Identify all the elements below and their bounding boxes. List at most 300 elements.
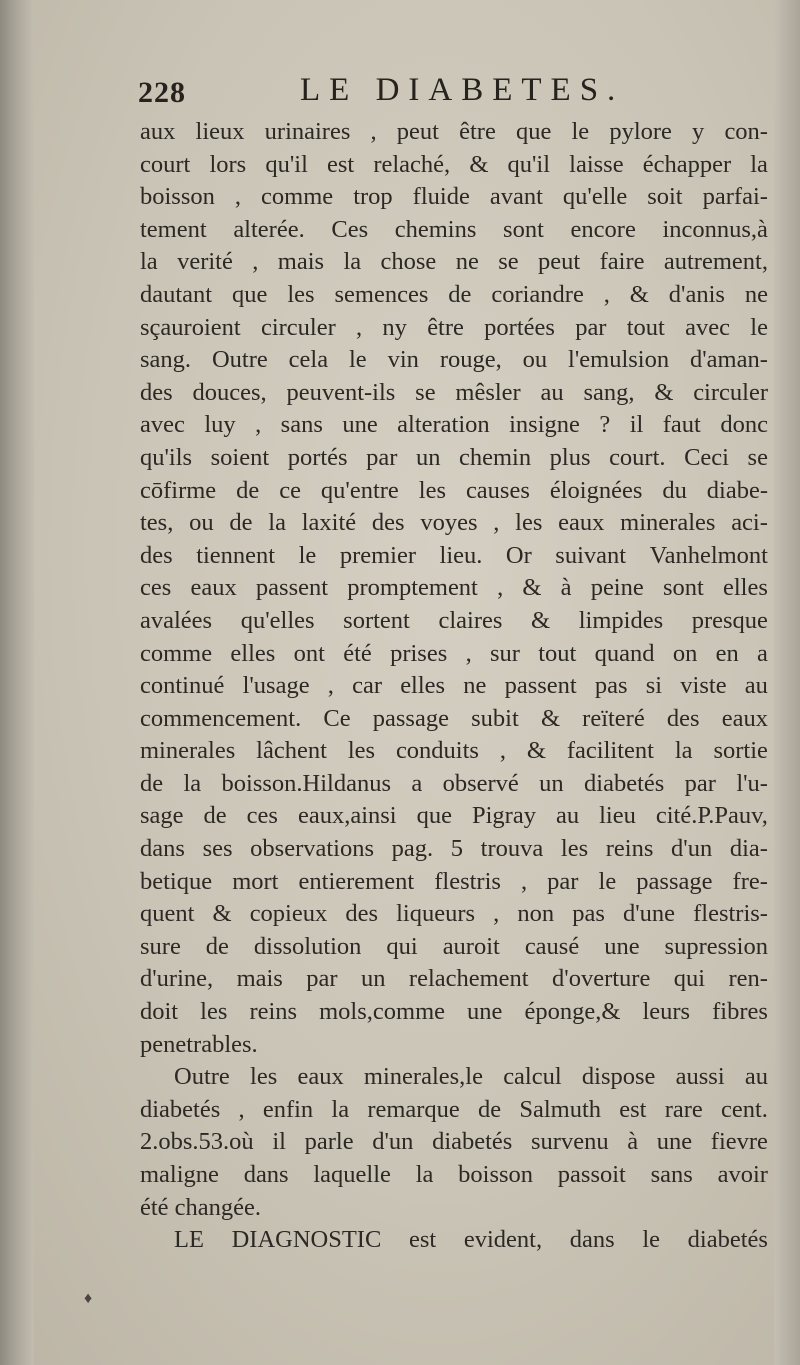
word: & — [212, 900, 232, 928]
word: Ces — [331, 215, 369, 243]
text-line: été changée. — [140, 1193, 262, 1221]
word: Pigray — [472, 802, 536, 830]
word: encore — [570, 215, 636, 243]
word: sortie — [713, 737, 768, 765]
word: aci- — [731, 509, 768, 537]
word: presque — [691, 606, 768, 634]
word: d'aman- — [690, 346, 768, 374]
word: qu'entre — [320, 476, 399, 504]
word: des — [345, 900, 379, 928]
word: avec — [685, 313, 731, 341]
word: minerales — [620, 509, 716, 537]
word: ont — [293, 639, 325, 667]
text-line — [140, 898, 768, 931]
word: causes — [465, 476, 530, 504]
word: conduits — [395, 737, 479, 765]
word: enfin — [262, 1095, 314, 1123]
word: la — [140, 248, 158, 276]
word: eaux,ainsi — [297, 802, 397, 830]
word: fluide — [412, 183, 470, 211]
word: passent — [255, 574, 329, 602]
word: avalées — [140, 606, 213, 634]
word: on — [672, 639, 698, 667]
word: que — [515, 118, 552, 145]
word: mols,comme — [319, 998, 445, 1026]
word: , — [493, 509, 500, 537]
word: d'overture — [552, 965, 651, 993]
word: une — [467, 998, 503, 1026]
word: dia- — [729, 835, 768, 863]
text-line — [140, 409, 768, 442]
word: cent. — [721, 1095, 768, 1123]
word: suivant — [555, 541, 627, 569]
word: au — [555, 802, 580, 830]
text-line — [140, 931, 768, 964]
word: d'un — [671, 835, 713, 863]
word: , — [252, 248, 259, 276]
word: être — [459, 118, 496, 145]
word: boisson.Hildanus — [221, 769, 391, 797]
word: éponge,& — [524, 998, 621, 1026]
word: faire — [599, 248, 645, 276]
word: les — [515, 509, 543, 537]
word: viste — [680, 672, 727, 700]
word: l'emulsion — [568, 346, 670, 374]
word: eaux — [190, 574, 237, 602]
word: passoit — [557, 1161, 626, 1188]
word: plus — [549, 443, 591, 471]
word: un — [539, 769, 564, 797]
word: ou — [189, 509, 214, 537]
word: reins — [249, 998, 298, 1026]
word: alterée. — [233, 215, 305, 243]
word: evident, — [463, 1226, 543, 1254]
word: trouva — [480, 835, 544, 863]
word: ces — [246, 802, 278, 830]
word: continué — [140, 672, 225, 700]
word: subit — [471, 704, 519, 732]
text-line — [140, 1159, 768, 1192]
word: DIAGNOSTIC — [231, 1226, 382, 1254]
word: Ce — [323, 704, 351, 732]
word: tement — [140, 215, 207, 243]
word: , — [465, 639, 472, 667]
word: relachement — [408, 965, 529, 993]
word: Ceci — [684, 443, 729, 471]
word: de — [448, 280, 472, 308]
word: que — [232, 280, 268, 308]
word: comme — [261, 183, 334, 211]
word: les — [418, 476, 446, 504]
word: relaché, — [373, 150, 451, 178]
word: fievre — [710, 1128, 768, 1156]
word: par — [575, 313, 607, 341]
word: à — [560, 574, 572, 602]
word: court. — [609, 443, 666, 471]
word: par — [306, 965, 338, 993]
word: rare — [664, 1095, 703, 1123]
word: l'usage — [242, 672, 310, 700]
word: par — [547, 867, 579, 895]
word: lieu — [599, 802, 636, 830]
text-line — [140, 833, 768, 866]
word: ? — [599, 411, 611, 439]
text-line — [140, 116, 768, 149]
word: quand — [594, 639, 655, 667]
word: le — [349, 346, 367, 374]
word: LE — [174, 1226, 204, 1254]
word: douces, — [192, 378, 267, 406]
margin-ornament: ♦ — [84, 1290, 93, 1307]
word: eaux — [558, 509, 605, 537]
word: en — [715, 639, 739, 667]
word: claires — [438, 606, 503, 634]
word: il — [629, 411, 644, 439]
word: une — [342, 411, 378, 439]
text-line — [140, 507, 768, 540]
word: elles — [400, 672, 446, 700]
word: les — [287, 280, 315, 308]
word: peine — [590, 574, 644, 602]
word: minerales,le — [363, 1063, 483, 1091]
word: autrement, — [663, 248, 768, 276]
text-line: penetrables. — [140, 1030, 258, 1058]
word: a — [757, 639, 768, 667]
word: verité — [177, 248, 233, 276]
word: passage — [636, 867, 713, 895]
text-line — [140, 344, 768, 377]
word: les — [250, 1063, 278, 1091]
text-line — [140, 1126, 768, 1159]
word: doit — [140, 998, 179, 1026]
word: quent — [140, 900, 195, 928]
word: ce — [279, 476, 301, 504]
word: pylore — [609, 118, 672, 145]
word: tout — [626, 313, 665, 341]
word: d'anis — [668, 280, 725, 308]
word: se — [747, 443, 768, 471]
word: des — [371, 509, 405, 537]
word: trop — [353, 183, 393, 211]
word: est — [619, 1095, 647, 1123]
word: alteration — [397, 411, 490, 439]
word: inconnus,à — [662, 215, 768, 243]
word: , — [493, 900, 500, 928]
word: Salmuth — [519, 1095, 602, 1123]
text-line — [140, 442, 768, 475]
word: ny — [382, 313, 407, 341]
word: dissolution — [253, 932, 362, 960]
word: prises — [390, 639, 448, 667]
word: diabetés — [432, 1128, 513, 1156]
text-line — [140, 572, 768, 605]
word: les — [560, 835, 589, 863]
word: ces — [140, 574, 172, 602]
word: & — [629, 280, 649, 308]
word: leurs — [642, 998, 691, 1026]
word: diabe- — [706, 476, 768, 504]
word: vin — [387, 346, 419, 374]
word: sans — [280, 411, 323, 439]
word: sont — [503, 215, 544, 243]
word: premier — [339, 541, 417, 569]
word: diabetés — [584, 769, 665, 797]
word: cité.P.Pauv, — [655, 802, 768, 830]
word: parle — [304, 1128, 354, 1156]
word: tiennent — [196, 541, 276, 569]
word: survenu — [531, 1128, 609, 1156]
word: elles — [230, 639, 276, 667]
word: une — [604, 932, 640, 960]
word: facilitent — [566, 737, 654, 765]
word: échapper — [642, 150, 732, 178]
text-line — [140, 735, 768, 768]
word: d'urine, — [140, 965, 214, 993]
word: qu'il — [265, 150, 308, 178]
word: laquelle — [313, 1161, 391, 1188]
word: minerales — [140, 737, 236, 765]
word: car — [352, 672, 382, 700]
word: maligne — [140, 1161, 219, 1188]
page-number: 228 — [138, 76, 186, 109]
word: observé — [442, 769, 519, 797]
word: sortent — [343, 606, 410, 634]
word: si — [645, 672, 663, 700]
word: , — [238, 1095, 245, 1123]
word: des — [140, 378, 173, 406]
word: avoir — [717, 1161, 768, 1188]
word: diabetés — [687, 1226, 768, 1254]
word: insigne — [509, 411, 580, 439]
word: cōfirme — [140, 476, 217, 504]
word: sur — [489, 639, 520, 667]
word: , — [234, 183, 242, 211]
text-line — [140, 670, 768, 703]
word: la — [331, 1095, 350, 1123]
word: & — [540, 704, 560, 732]
text-line — [140, 800, 768, 833]
text-line — [140, 214, 768, 247]
word: la — [750, 150, 768, 178]
word: cela — [288, 346, 329, 374]
word: qui — [386, 932, 418, 960]
word: coriandre — [491, 280, 584, 308]
word: dautant — [140, 280, 213, 308]
text-line — [140, 1061, 768, 1094]
running-head: LE DIABETES. — [300, 72, 625, 108]
word: reïteré — [582, 704, 645, 732]
word: la — [343, 248, 362, 276]
word: est — [327, 150, 355, 178]
word: que — [416, 802, 452, 830]
word: & — [654, 378, 674, 406]
word: dans — [569, 1226, 615, 1254]
text-line — [140, 638, 768, 671]
word: ou — [522, 346, 548, 374]
word: éloignées — [549, 476, 643, 504]
word: lors — [209, 150, 247, 178]
word: circuler — [693, 378, 768, 406]
word: aux — [140, 118, 176, 145]
word: qu'il — [507, 150, 551, 178]
word: court — [140, 150, 191, 178]
word: fre- — [732, 867, 768, 895]
word: promptement — [347, 574, 478, 602]
word: qu'elle — [562, 183, 628, 211]
text-line — [140, 312, 768, 345]
word: la — [268, 509, 286, 537]
word: se — [415, 378, 436, 406]
word: sont — [662, 574, 704, 602]
word: 5 — [450, 835, 464, 863]
text-line — [140, 703, 768, 736]
word: , — [356, 313, 363, 341]
word: portés — [287, 443, 348, 471]
word: y — [692, 118, 705, 145]
word: con- — [724, 118, 768, 145]
word: & — [522, 574, 542, 602]
text-line — [140, 768, 768, 801]
word: il — [272, 1128, 286, 1156]
word: dispose — [581, 1063, 656, 1091]
word: soit — [647, 183, 683, 211]
word: qu'elles — [240, 606, 315, 634]
word: qui — [673, 965, 706, 993]
word: au — [540, 378, 564, 406]
word: ses — [202, 835, 233, 863]
word: d'une — [622, 900, 676, 928]
word: à — [627, 1128, 639, 1156]
word: mêsler — [455, 378, 521, 406]
word: supression — [664, 932, 768, 960]
text-line — [140, 1094, 768, 1127]
word: & — [531, 606, 551, 634]
word: flestris — [434, 867, 501, 895]
word: parfai- — [702, 183, 768, 211]
word: eaux — [721, 704, 768, 732]
word: par — [366, 443, 398, 471]
word: urinaires — [264, 118, 351, 145]
word: Or — [505, 541, 532, 569]
word: sure — [140, 932, 181, 960]
word: dans — [140, 835, 185, 863]
word: entierement — [298, 867, 415, 895]
word: une — [656, 1128, 693, 1156]
word: luy — [204, 411, 236, 439]
word: , — [327, 672, 334, 700]
word: d'un — [372, 1128, 414, 1156]
word: semences — [334, 280, 429, 308]
word: 2.obs.53.où — [140, 1128, 254, 1156]
word: non — [517, 900, 555, 928]
word: se — [498, 248, 519, 276]
text-line — [140, 605, 768, 638]
word: les — [347, 737, 376, 765]
word: elles — [722, 574, 768, 602]
word: pag. — [391, 835, 434, 863]
word: a — [411, 769, 423, 797]
word: tes, — [140, 509, 174, 537]
word: laisse — [569, 150, 624, 178]
word: de — [236, 476, 260, 504]
word: de — [205, 932, 229, 960]
word: un — [415, 443, 441, 471]
text-line — [140, 279, 768, 312]
word: les — [200, 998, 228, 1026]
word: , — [255, 411, 262, 439]
word: , — [370, 118, 377, 145]
word: sçauroient — [140, 313, 241, 341]
word: par — [684, 769, 716, 797]
word: , — [603, 280, 610, 308]
word: mais — [277, 248, 325, 276]
word: commencement. — [140, 704, 302, 732]
word: fibres — [712, 998, 768, 1026]
word: au — [744, 672, 768, 700]
word: des — [666, 704, 700, 732]
word: chemins — [394, 215, 477, 243]
word: sage — [140, 802, 184, 830]
word: , — [497, 574, 504, 602]
word: peuvent-ils — [286, 378, 396, 406]
word: le — [298, 541, 317, 569]
page-edge — [774, 0, 800, 1365]
word: est — [408, 1226, 437, 1254]
word: , — [499, 737, 506, 765]
word: circuler — [260, 313, 336, 341]
word: de — [478, 1095, 502, 1123]
word: passent — [504, 672, 577, 700]
word: chemin — [459, 443, 532, 471]
word: l'u- — [736, 769, 768, 797]
text-line — [140, 377, 768, 410]
word: de — [229, 509, 253, 537]
word: lieu. — [439, 541, 483, 569]
word: la — [415, 1161, 434, 1188]
word: le — [750, 313, 768, 341]
word: la — [674, 737, 693, 765]
word: auroit — [442, 932, 500, 960]
word: être — [427, 313, 464, 341]
word: Outre — [174, 1063, 230, 1091]
word: boisson — [458, 1161, 534, 1188]
word: reins — [605, 835, 654, 863]
word: ren- — [728, 965, 768, 993]
text-line — [140, 475, 768, 508]
word: portées — [484, 313, 555, 341]
word: ne — [455, 248, 479, 276]
word: été — [343, 639, 372, 667]
word: le — [571, 118, 590, 145]
text-line — [140, 996, 768, 1029]
word: peut — [538, 248, 581, 276]
word: rouge, — [439, 346, 502, 374]
word: Vanhelmont — [649, 541, 768, 569]
word: limpides — [578, 606, 664, 634]
word: passage — [372, 704, 449, 732]
word: lieux — [195, 118, 245, 145]
word: , — [520, 867, 528, 895]
word: flestris- — [693, 900, 768, 928]
word: de — [203, 802, 227, 830]
word: donc — [720, 411, 768, 439]
word: dans — [243, 1161, 289, 1188]
word: sang, — [583, 378, 635, 406]
word: lâchent — [256, 737, 327, 765]
word: diabetés — [140, 1095, 221, 1123]
word: la — [183, 769, 202, 797]
body-text — [140, 116, 768, 1257]
